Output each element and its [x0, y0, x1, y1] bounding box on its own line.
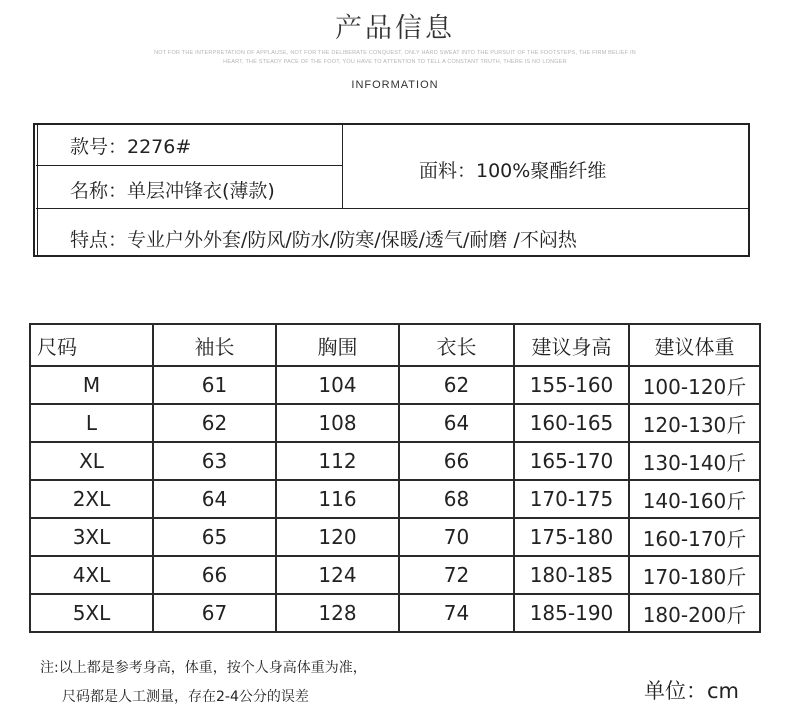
table-row — [30, 442, 760, 480]
cell-height: 170-175 — [514, 480, 629, 518]
cell-size: M — [30, 366, 153, 404]
cell-sleeve: 62 — [153, 404, 276, 442]
size-table-header-row — [30, 324, 760, 366]
cell-weight: 100-120斤 — [629, 366, 760, 404]
tagline-line-2: HEART, THE STEADY PACE OF THE FOOT, YOU HAVE TO ATTENTION TO TELL A CONSTANT TRUTH, THERE IS NO LONGER — [223, 59, 567, 65]
header-sleeve-length: 袖长 — [153, 324, 276, 366]
info-inner-left-border — [37, 125, 38, 255]
info-left-border — [33, 123, 35, 257]
cell-length: 70 — [399, 518, 514, 556]
table-row — [30, 518, 760, 556]
cell-size: L — [30, 404, 153, 442]
size-table — [29, 323, 761, 633]
cell-sleeve: 61 — [153, 366, 276, 404]
product-features: 特点：专业户外外套/防风/防水/防寒/保暖/透气/耐磨 /不闷热 — [70, 229, 577, 251]
cell-chest: 108 — [276, 404, 399, 442]
cell-size: 3XL — [30, 518, 153, 556]
cell-length: 64 — [399, 404, 514, 442]
table-row — [30, 556, 760, 594]
cell-sleeve: 65 — [153, 518, 276, 556]
cell-chest: 124 — [276, 556, 399, 594]
info-divider-1 — [36, 165, 342, 166]
header-chest: 胸围 — [276, 324, 399, 366]
cell-sleeve: 63 — [153, 442, 276, 480]
cell-height: 175-180 — [514, 518, 629, 556]
cell-length: 72 — [399, 556, 514, 594]
product-name: 名称：单层冲锋衣(薄款) — [70, 180, 275, 202]
cell-chest: 120 — [276, 518, 399, 556]
header-body-length: 衣长 — [399, 324, 514, 366]
cell-sleeve: 66 — [153, 556, 276, 594]
cell-length: 68 — [399, 480, 514, 518]
cell-size: 5XL — [30, 594, 153, 632]
cell-weight: 180-200斤 — [629, 594, 760, 632]
measurement-note-line-2: 尺码都是人工测量，存在2-4公分的误差 — [62, 689, 309, 705]
table-row — [30, 480, 760, 518]
tagline-line-1: NOT FOR THE INTERPRETATION OF APPLAUSE, NOT FOR THE DELIBERATE CONQUEST, ONLY HARD SWEAT INTO THE PURSUIT OF THE FOOTSTEPS, THE FIRM BELIEF IN — [154, 50, 636, 56]
cell-chest: 128 — [276, 594, 399, 632]
header-size: 尺码 — [30, 324, 153, 366]
table-row — [30, 404, 760, 442]
measurement-note-line-1: 注:以上都是参考身高，体重，按个人身高体重为准， — [40, 660, 367, 676]
info-middle-border — [342, 125, 343, 208]
cell-length: 74 — [399, 594, 514, 632]
cell-sleeve: 64 — [153, 480, 276, 518]
cell-size: XL — [30, 442, 153, 480]
cell-weight: 160-170斤 — [629, 518, 760, 556]
cell-height: 155-160 — [514, 366, 629, 404]
page-title: 产品信息 — [335, 13, 455, 44]
cell-height: 160-165 — [514, 404, 629, 442]
table-row — [30, 594, 760, 632]
cell-weight: 140-160斤 — [629, 480, 760, 518]
cell-chest: 116 — [276, 480, 399, 518]
header-suggested-weight: 建议体重 — [629, 324, 760, 366]
cell-length: 62 — [399, 366, 514, 404]
info-top-border — [33, 123, 750, 125]
cell-weight: 120-130斤 — [629, 404, 760, 442]
cell-chest: 112 — [276, 442, 399, 480]
cell-height: 180-185 — [514, 556, 629, 594]
cell-chest: 104 — [276, 366, 399, 404]
cell-height: 165-170 — [514, 442, 629, 480]
cell-length: 66 — [399, 442, 514, 480]
header-suggested-height: 建议身高 — [514, 324, 629, 366]
unit-label: 单位：cm — [644, 679, 740, 703]
cell-weight: 170-180斤 — [629, 556, 760, 594]
fabric-info: 面料：100%聚酯纤维 — [419, 160, 607, 182]
info-divider-2 — [36, 208, 750, 209]
cell-size: 4XL — [30, 556, 153, 594]
table-row — [30, 366, 760, 404]
info-bottom-border — [33, 255, 750, 257]
page-subtitle: INFORMATION — [351, 79, 439, 91]
style-number: 款号：2276# — [70, 136, 192, 158]
cell-size: 2XL — [30, 480, 153, 518]
cell-sleeve: 67 — [153, 594, 276, 632]
cell-weight: 130-140斤 — [629, 442, 760, 480]
cell-height: 185-190 — [514, 594, 629, 632]
info-right-border — [748, 123, 750, 257]
